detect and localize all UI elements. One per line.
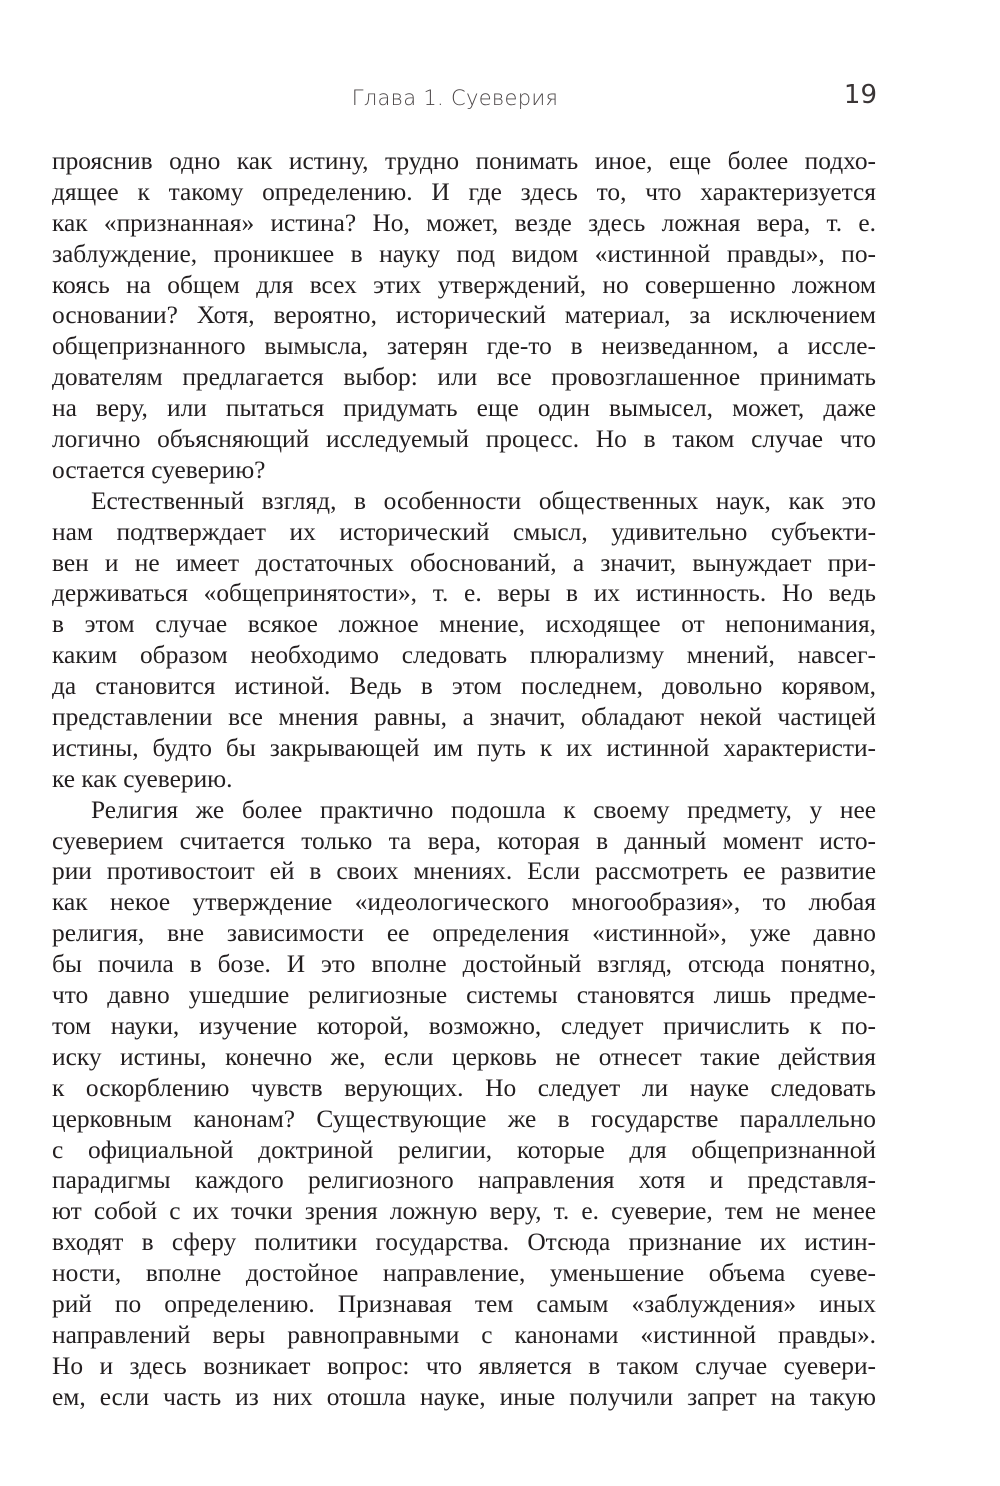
text-line: парадигмы каждого религиозного направления хотя и представля- <box>52 1166 876 1195</box>
text-line: входят в сферу политики государства. Отсюда признание их истин- <box>52 1228 876 1257</box>
text-line: вен и не имеет достаточных обоснований, а значит, вынуждает при- <box>52 548 876 577</box>
text-line: логично объясняющий исследуемый процесс. Но в таком случае что <box>52 425 876 454</box>
text-line: ке как суеверию. <box>52 764 233 793</box>
text-line: коясь на общем для всех этих утверждений, но совершенно ложном <box>52 270 876 299</box>
text-line: каким образом необходимо следовать плюрализму мнений, навсег- <box>52 641 876 670</box>
text-line: ют собой с их точки зрения ложную веру, т. е. суеверие, тем не менее <box>52 1197 876 1226</box>
text-line: религия, вне зависимости ее определения «истинной», уже давно <box>52 919 876 948</box>
paragraph <box>52 146 876 486</box>
text-line: бы почила в бозе. И это вполне достойный взгляд, отсюда понятно, <box>52 950 876 979</box>
running-head <box>0 80 1000 120</box>
paragraph <box>52 795 876 1413</box>
text-line: к оскорблению чувств верующих. Но следует ли науке следовать <box>52 1073 876 1102</box>
text-line: Религия же более практично подошла к своему предмету, у нее <box>91 795 876 824</box>
page-number: 19 <box>843 80 877 110</box>
text-line: как некое утверждение «идеологического многообразия», то любая <box>52 888 876 917</box>
text-line: дящее к такому определению. И где здесь то, что характеризуется <box>52 177 876 206</box>
chapter-title: Глава 1. Суеверия <box>351 86 559 110</box>
text-line: рий по определению. Признавая тем самым «заблуждения» иных <box>52 1289 876 1318</box>
text-line: суеверием считается только та вера, которая в данный момент исто- <box>52 826 876 855</box>
text-line: нам подтверждает их исторический смысл, удивительно субъекти- <box>52 517 876 546</box>
text-line: основании? Хотя, вероятно, исторический материал, за исключением <box>52 301 876 330</box>
text-line: остается суеверию? <box>52 455 266 484</box>
text-line: Но и здесь возникает вопрос: что является в таком случае суевери- <box>52 1351 876 1380</box>
text-line: держиваться «общепринятости», т. е. веры в их истинность. Но ведь <box>52 579 876 608</box>
text-line: истины, будто бы закрывающей им путь к их истинной характеристи- <box>52 733 876 762</box>
text-line: направлений веры равноправными с канонами «истинной правды». <box>52 1320 876 1349</box>
text-line: ности, вполне достойное направление, уменьшение объема суеве- <box>52 1259 876 1288</box>
text-line: том науки, изучение которой, возможно, следует причислить к по- <box>52 1011 876 1040</box>
text-line: на веру, или пытаться придумать еще один вымысел, может, даже <box>52 394 876 423</box>
text-line: представлении все мнения равны, а значит, обладают некой частицей <box>52 703 876 732</box>
text-line: в этом случае всякое ложное мнение, исходящее от непонимания, <box>52 610 876 639</box>
text-line: как «признанная» истина? Но, может, везде здесь ложная вера, т. е. <box>52 208 876 237</box>
text-line: да становится истиной. Ведь в этом последнем, довольно корявом, <box>52 672 876 701</box>
text-line: рии противостоит ей в своих мнениях. Если рассмотреть ее развитие <box>52 857 876 886</box>
text-line: ем, если часть из них отошла науке, иные получили запрет на такую <box>52 1382 876 1411</box>
text-line: Естественный взгляд, в особенности общественных наук, как это <box>91 486 876 515</box>
text-line: что давно ушедшие религиозные системы становятся лишь предме- <box>52 981 876 1010</box>
text-line: с официальной доктриной религии, которые для общепризнанной <box>52 1135 876 1164</box>
text-line: церковным канонам? Существующие же в государстве параллельно <box>52 1104 876 1133</box>
text-line: общепризнанного вымысла, затерян где-то в неизведанном, а иссле- <box>52 332 876 361</box>
text-line: заблуждение, проникшее в науку под видом «истинной правды», по- <box>52 239 876 268</box>
paragraph <box>52 486 876 795</box>
text-line: иску истины, конечно же, если церковь не отнесет такие действия <box>52 1042 876 1071</box>
body-text <box>52 146 876 1413</box>
text-line: дователям предлагается выбор: или все провозглашенное принимать <box>52 363 876 392</box>
text-line: прояснив одно как истину, трудно понимать иное, еще более подхо- <box>52 147 876 175</box>
